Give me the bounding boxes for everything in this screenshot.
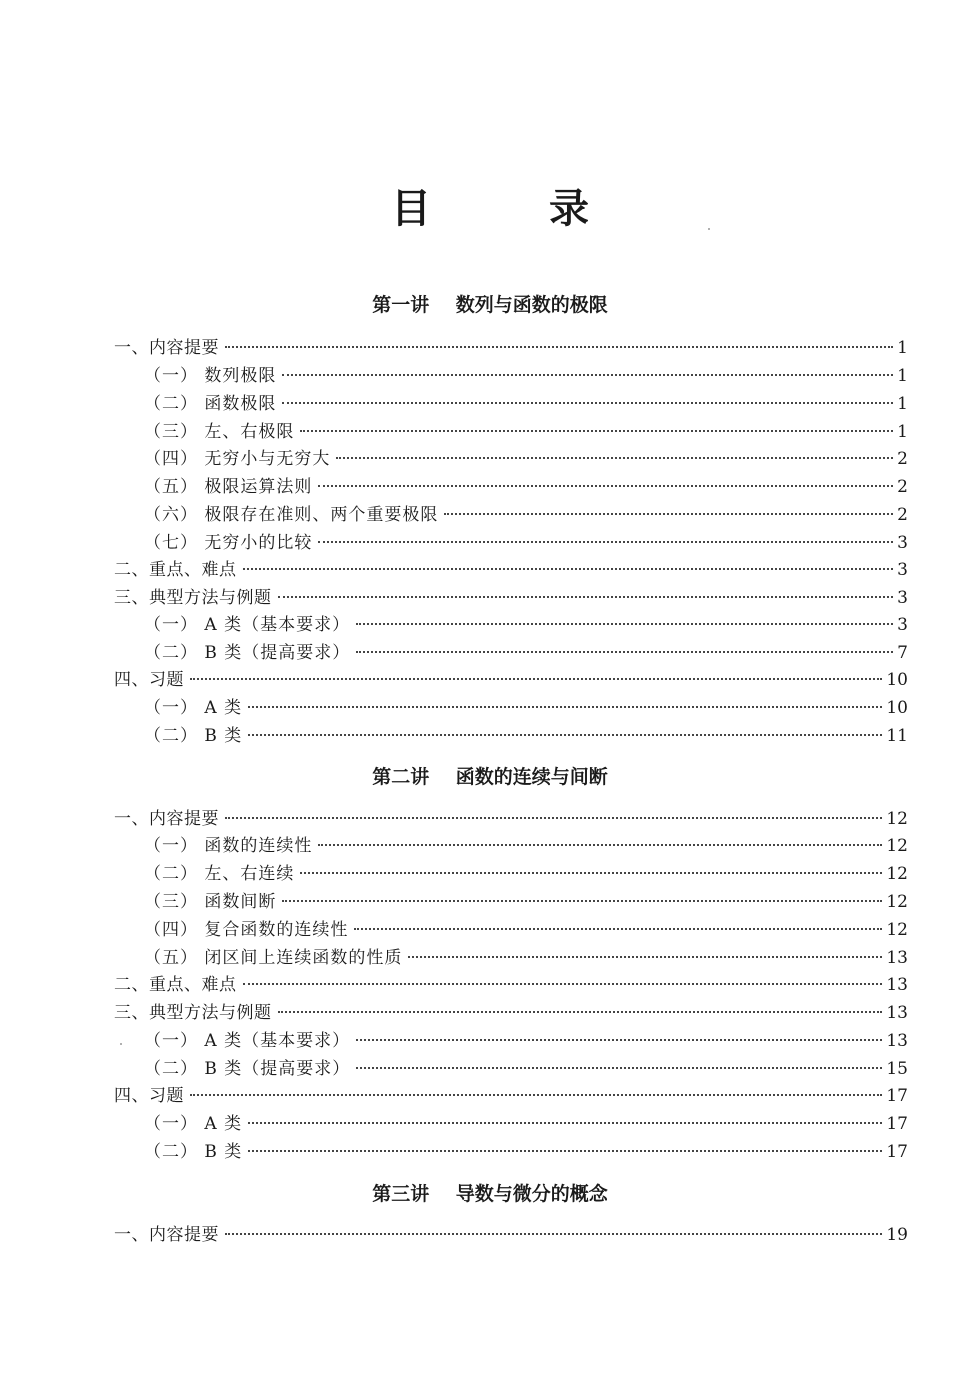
dot-leader: [225, 1233, 882, 1235]
page-title: 目 录: [391, 186, 641, 232]
toc-entry-label: 三、典型方法与例题: [114, 1003, 272, 1023]
toc-entry-label: （二） B 类: [144, 1142, 243, 1162]
toc-entry-label: 二、重点、难点: [114, 560, 237, 580]
dot-leader: [243, 568, 894, 570]
toc-entry-label: （二） 左、右连续: [144, 864, 295, 884]
toc-entry-page: 12: [886, 920, 908, 940]
toc-entry[interactable]: [144, 695, 908, 721]
toc-entry[interactable]: [114, 1222, 908, 1248]
dot-leader: [243, 983, 883, 985]
toc-entry-label: （一） A 类: [144, 698, 243, 718]
toc-entry-page: 1: [897, 422, 908, 442]
toc-entry-label: （二） B 类: [144, 726, 243, 746]
toc-entry-label: 四、习题: [114, 1086, 184, 1106]
toc-entry-label: （五） 极限运算法则: [144, 477, 313, 497]
dot-leader: [278, 1011, 883, 1013]
toc-entry[interactable]: [114, 557, 908, 583]
toc-entry-page: 10: [886, 670, 908, 690]
dot-leader: [248, 1150, 882, 1152]
dot-leader: [318, 541, 893, 543]
toc-entry-label: （四） 复合函数的连续性: [144, 920, 349, 940]
toc-entry-label: 一、内容提要: [114, 809, 219, 829]
scan-speck: [708, 228, 710, 230]
toc-entry[interactable]: [144, 474, 908, 500]
dot-leader: [356, 651, 893, 653]
dot-leader: [336, 457, 893, 459]
toc-entry[interactable]: [144, 917, 908, 943]
toc-entry-label: 一、内容提要: [114, 1225, 219, 1245]
dot-leader: [356, 1039, 882, 1041]
toc-entry-page: 12: [886, 864, 908, 884]
toc-entry[interactable]: [144, 612, 908, 638]
toc-entry[interactable]: [144, 363, 908, 389]
toc-entry-page: 12: [886, 836, 908, 856]
dot-leader: [300, 872, 882, 874]
dot-leader: [225, 346, 893, 348]
toc-entry-page: 1: [897, 338, 908, 358]
dot-leader: [408, 956, 882, 958]
dot-leader: [356, 623, 893, 625]
toc-entry-page: 13: [886, 1031, 908, 1051]
toc-entry[interactable]: [114, 806, 908, 832]
toc-entry[interactable]: [144, 1056, 908, 1082]
toc-entry-page: 13: [886, 1003, 908, 1023]
toc-entry[interactable]: [144, 723, 908, 749]
dot-leader: [318, 844, 882, 846]
toc-entry-page: 11: [886, 726, 908, 746]
dot-leader: [248, 734, 882, 736]
dot-leader: [356, 1067, 882, 1069]
toc-entry-page: 12: [886, 892, 908, 912]
toc-entry-label: 三、典型方法与例题: [114, 588, 272, 608]
toc-entry[interactable]: [144, 1139, 908, 1165]
toc-entry-label: （一） A 类: [144, 1114, 243, 1134]
lecture-heading-1: 第一讲 数列与函数的极限: [372, 294, 608, 316]
toc-entry-label: （七） 无穷小的比较: [144, 533, 313, 553]
toc-entry-label: （三） 左、右极限: [144, 422, 295, 442]
dot-leader: [248, 1122, 882, 1124]
toc-entry-page: 10: [886, 698, 908, 718]
toc-entry-page: 7: [897, 643, 908, 663]
toc-entry-page: 13: [886, 948, 908, 968]
toc-entry[interactable]: [144, 1028, 908, 1054]
toc-entry-page: 2: [897, 477, 908, 497]
toc-entry[interactable]: [144, 419, 908, 445]
toc-entry[interactable]: [144, 391, 908, 417]
toc-entry-label: （一） 函数的连续性: [144, 836, 313, 856]
toc-entry-page: 1: [897, 394, 908, 414]
dot-leader: [282, 900, 882, 902]
toc-entry[interactable]: [114, 1000, 908, 1026]
toc-entry-page: 3: [897, 560, 908, 580]
lecture-heading-2: 第二讲 函数的连续与间断: [372, 766, 608, 788]
toc-entry[interactable]: [144, 502, 908, 528]
toc-entry-page: 17: [886, 1114, 908, 1134]
toc-entry-label: （三） 函数间断: [144, 892, 277, 912]
toc-entry-page: 17: [886, 1086, 908, 1106]
toc-entry[interactable]: [144, 889, 908, 915]
toc-entry[interactable]: [144, 833, 908, 859]
toc-entry[interactable]: [144, 945, 908, 971]
scan-speck: [120, 1043, 122, 1045]
dot-leader: [282, 402, 893, 404]
toc-entry-page: 15: [886, 1059, 908, 1079]
toc-entry-page: 3: [897, 588, 908, 608]
toc-entry-label: 四、习题: [114, 670, 184, 690]
toc-entry-label: （五） 闭区间上连续函数的性质: [144, 948, 403, 968]
dot-leader: [225, 817, 882, 819]
toc-entry-label: 一、内容提要: [114, 338, 219, 358]
toc-entry-page: 17: [886, 1142, 908, 1162]
toc-entry-page: 3: [897, 533, 908, 553]
toc-entry-label: （四） 无穷小与无穷大: [144, 449, 331, 469]
toc-entry-page: 13: [886, 975, 908, 995]
toc-entry-label: （二） B 类（提高要求）: [144, 643, 351, 663]
dot-leader: [354, 928, 882, 930]
toc-entry[interactable]: [144, 861, 908, 887]
toc-entry-page: 19: [886, 1225, 908, 1245]
toc-entry[interactable]: [114, 585, 908, 611]
toc-entry-label: （六） 极限存在准则、两个重要极限: [144, 505, 439, 525]
toc-entry-page: 2: [897, 449, 908, 469]
toc-entry[interactable]: [144, 640, 908, 666]
toc-entry-label: （一） A 类（基本要求）: [144, 615, 351, 635]
dot-leader: [318, 485, 893, 487]
toc-entry-page: 2: [897, 505, 908, 525]
dot-leader: [300, 430, 893, 432]
toc-entry-page: 12: [886, 809, 908, 829]
toc-entry[interactable]: [114, 667, 908, 693]
dot-leader: [248, 706, 882, 708]
toc-entry-label: （二） B 类（提高要求）: [144, 1059, 351, 1079]
dot-leader: [282, 374, 893, 376]
lecture-heading-3: 第三讲 导数与微分的概念: [372, 1183, 608, 1205]
toc-entry[interactable]: [144, 1111, 908, 1137]
toc-entry-page: 1: [897, 366, 908, 386]
toc-entry-label: （二） 函数极限: [144, 394, 277, 414]
toc-entry[interactable]: [114, 1083, 908, 1109]
toc-entry-label: （一） A 类（基本要求）: [144, 1031, 351, 1051]
dot-leader: [278, 596, 894, 598]
toc-entry-label: （一） 数列极限: [144, 366, 277, 386]
dot-leader: [444, 513, 893, 515]
toc-entry[interactable]: [144, 446, 908, 472]
toc-entry[interactable]: [114, 972, 908, 998]
dot-leader: [190, 1094, 882, 1096]
dot-leader: [190, 678, 882, 680]
toc-entry-label: 二、重点、难点: [114, 975, 237, 995]
toc-entry[interactable]: [114, 335, 908, 361]
toc-entry-page: 3: [897, 615, 908, 635]
toc-entry[interactable]: [144, 530, 908, 556]
